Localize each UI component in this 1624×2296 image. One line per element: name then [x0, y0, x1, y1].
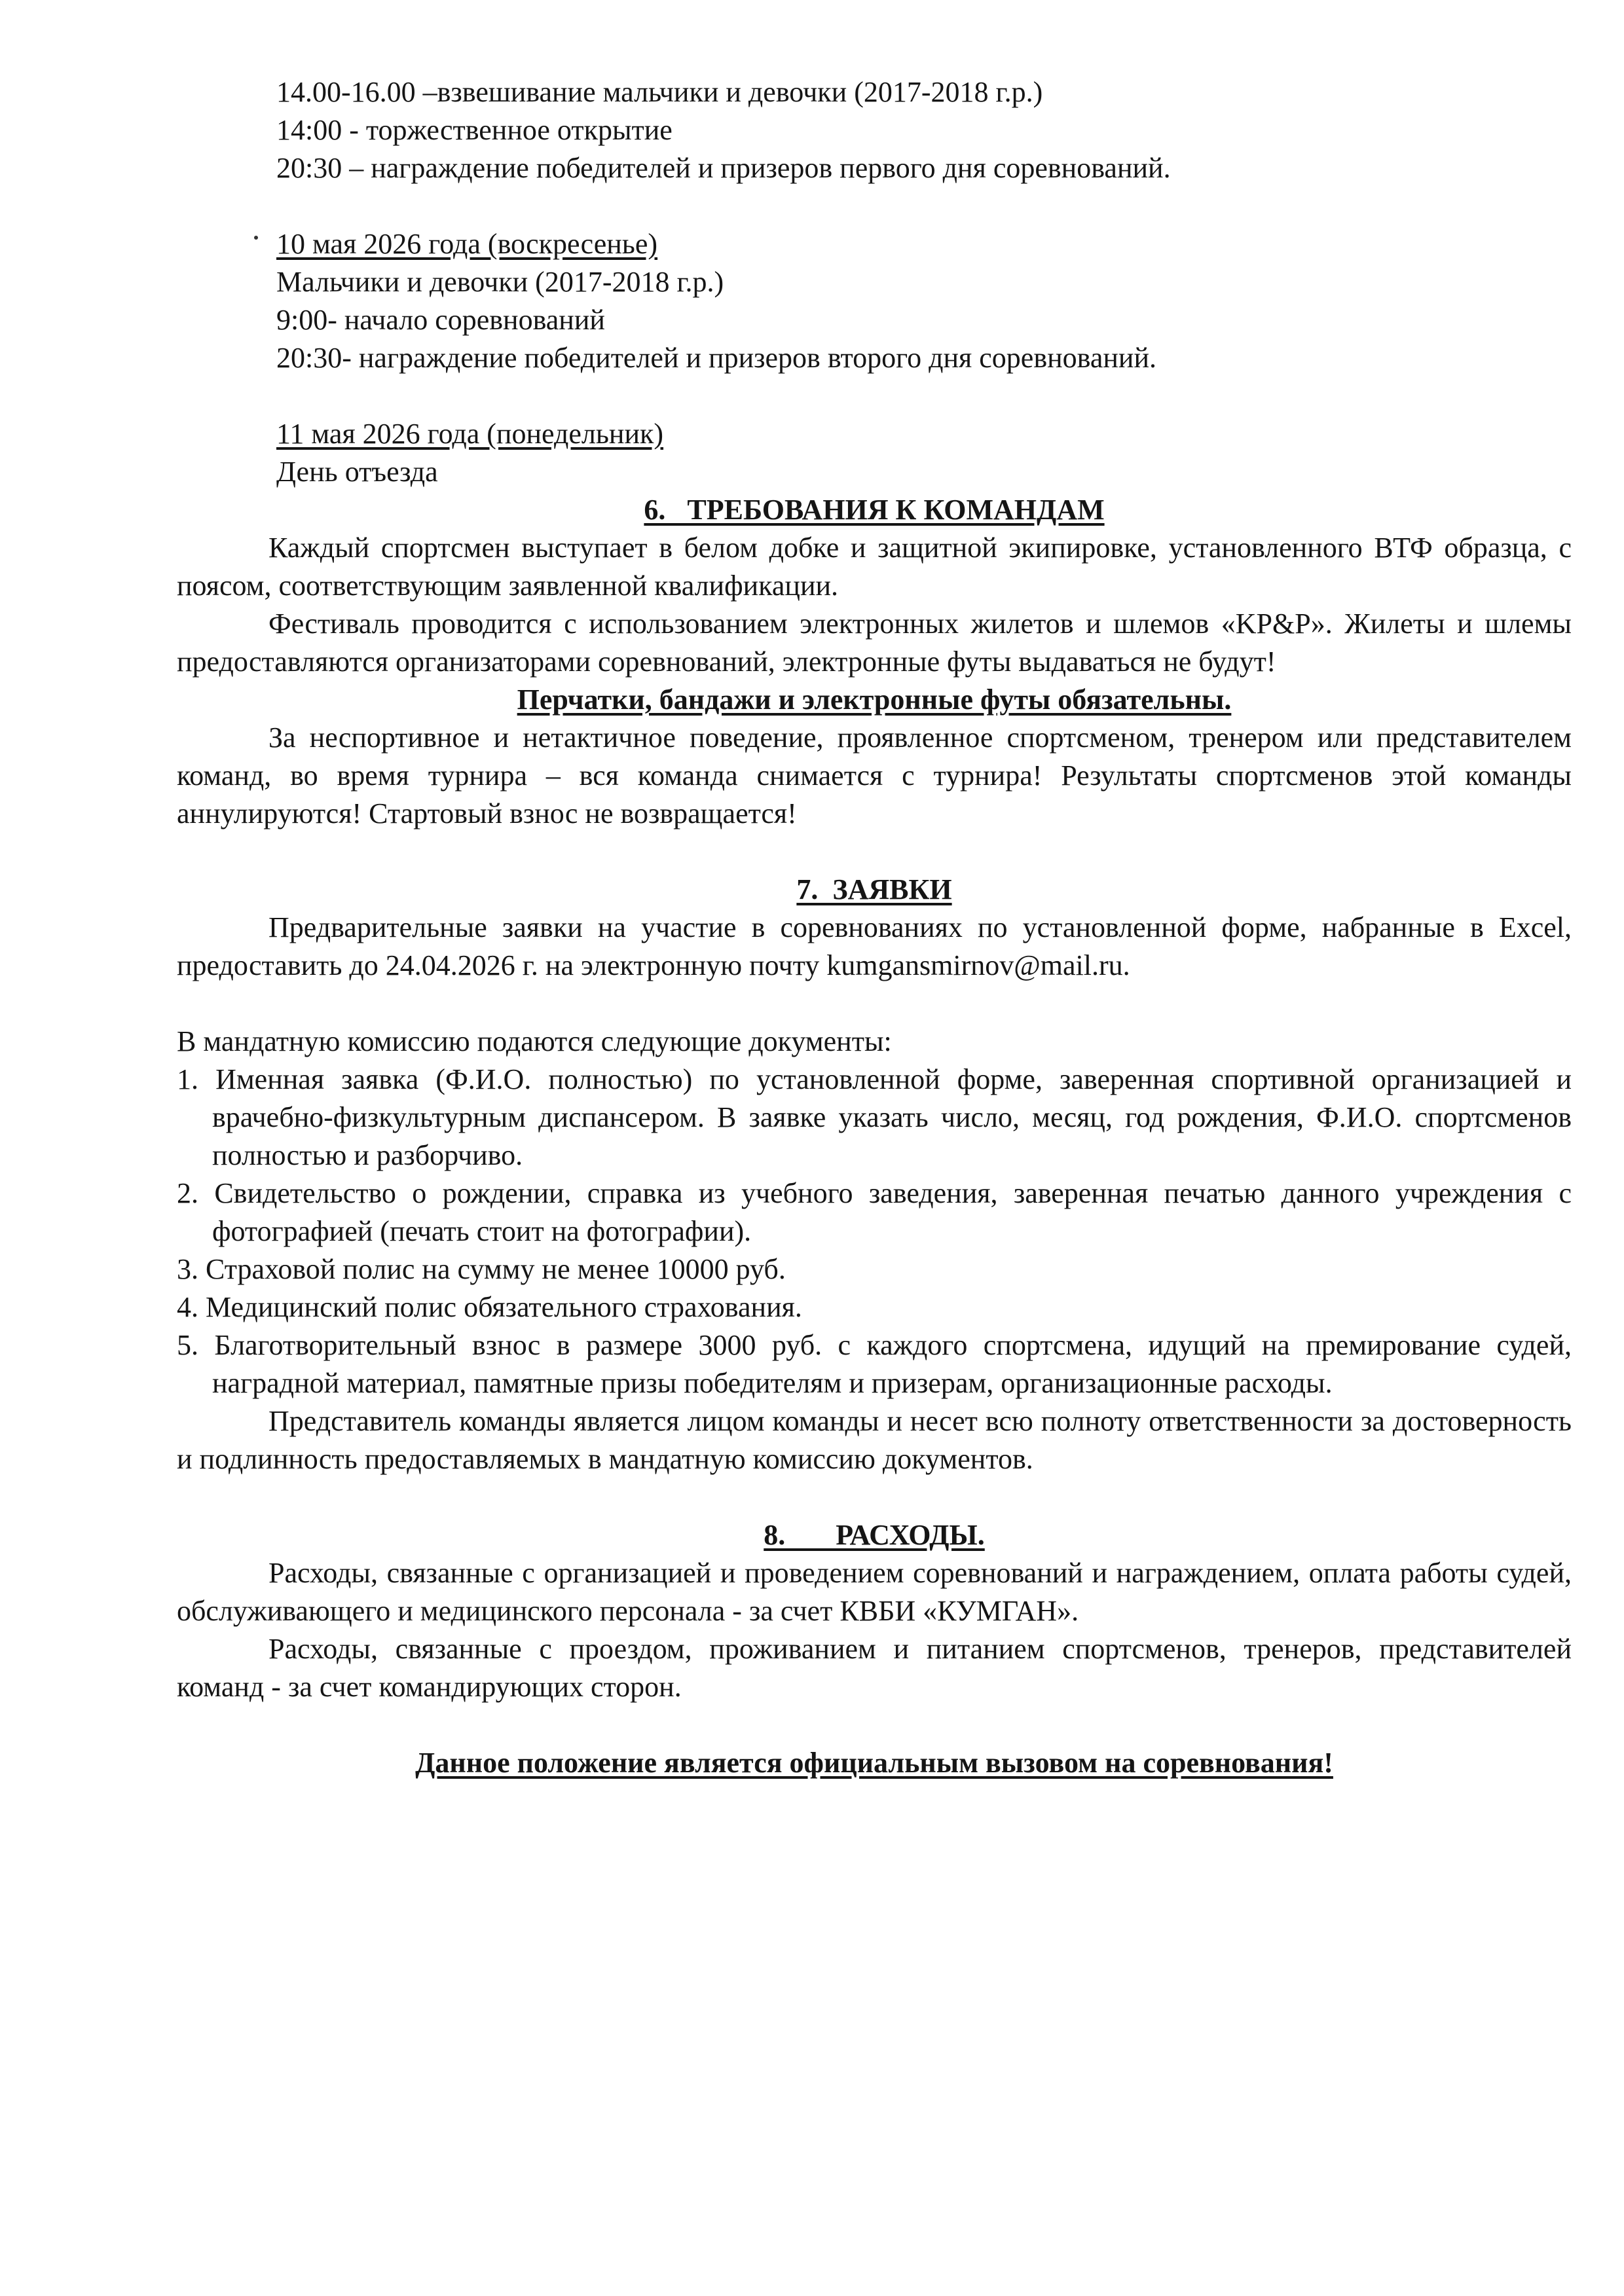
spacer — [177, 985, 1572, 1023]
schedule-line: 14.00-16.00 –взвешивание мальчики и девочки (2017-2018 г.р.) — [276, 76, 1043, 108]
spacer — [177, 833, 1572, 871]
list-item: 4. Медицинский полис обязательного страхования. — [177, 1291, 802, 1323]
list-item: 5. Благотворительный взнос в размере 3000 руб. с каждого спортсмена, идущий на премирование судей, наградной материал, памятные призы победителям и призерам, организационные расходы. — [177, 1329, 1572, 1399]
paragraph: Фестиваль проводится с использованием электронных жилетов и шлемов «KP&P». Жилеты и шлемы предоставляются организаторами соревнований, электронные футы выдаваться не будут! — [177, 608, 1572, 678]
list-item: 3. Страховой полис на сумму не менее 10000 руб. — [177, 1253, 786, 1285]
spacer — [177, 377, 1572, 415]
section-heading: 8. РАСХОДЫ. — [764, 1519, 985, 1551]
paragraph: За неспортивное и нетактичное поведение, проявленное спортсменом, тренером или представителем команд, во время турнира – вся команда снимается с турнира! Результаты спортсменов этой команды аннулируются! Стартовый взнос не возвращается! — [177, 721, 1572, 829]
spacer — [177, 1478, 1572, 1516]
section-heading: 6. ТРЕБОВАНИЯ К КОМАНДАМ — [644, 494, 1105, 526]
schedule-day3 — [177, 415, 1572, 491]
paragraph: Каждый спортсмен выступает в белом добке и защитной экипировке, установленного ВТФ образца, с поясом, соответствующим заявленной квалификации. — [177, 532, 1572, 602]
paragraph: Представитель команды является лицом команды и несет всю полноту ответственности за достоверность и подлинность предоставляемых в мандатную комиссию документов. — [177, 1405, 1572, 1475]
section-6 — [177, 491, 1572, 833]
final-notice: Данное положение является официальным вызовом на соревнования! — [415, 1747, 1333, 1779]
bold-notice: Перчатки, бандажи и электронные футы обязательны. — [517, 683, 1232, 716]
spacer — [177, 187, 1572, 225]
schedule-line: День отъезда — [276, 456, 438, 488]
schedule-line: 20:30 – награждение победителей и призеров первого дня соревнований. — [276, 152, 1171, 184]
section-heading: 7. ЗАЯВКИ — [796, 873, 952, 905]
list-intro: В мандатную комиссию подаются следующие документы: — [177, 1025, 892, 1057]
schedule-line: Мальчики и девочки (2017-2018 г.р.) — [276, 266, 724, 298]
schedule-line: 20:30- награждение победителей и призеров второго дня соревнований. — [276, 342, 1157, 374]
schedule-date: 10 мая 2026 года (воскресенье) — [276, 228, 658, 260]
section-8 — [177, 1516, 1572, 1706]
spacer — [177, 1706, 1572, 1744]
schedule-line: 14:00 - торжественное открытие — [276, 114, 673, 146]
schedule-line: 9:00- начало соревнований — [276, 304, 605, 336]
list-item: 1. Именная заявка (Ф.И.О. полностью) по установленной форме, заверенная спортивной организацией и врачебно-физкультурным диспансером. В заявке указать число, месяц, год рождения, Ф.И.О. спортсменов полностью и разборчиво. — [177, 1063, 1572, 1171]
paragraph: Расходы, связанные с организацией и проведением соревнований и награждением, оплата работы судей, обслуживающего и медицинского персонала - за счет КВБИ «КУМГАН». — [177, 1557, 1572, 1627]
paragraph: Расходы, связанные с проездом, проживанием и питанием спортсменов, тренеров, представителей команд - за счет командирующих сторон. — [177, 1633, 1572, 1703]
schedule-day2 — [177, 225, 1572, 377]
schedule-day1 — [177, 73, 1572, 187]
document-body — [177, 73, 1572, 1782]
paragraph: Предварительные заявки на участие в соревнованиях по установленной форме, набранные в Excel, предоставить до 24.04.2026 г. на электронную почту kumgansmirnov@mail.ru. — [177, 911, 1572, 981]
schedule-date: 11 мая 2026 года (понедельник) — [276, 418, 664, 450]
section-7 — [177, 871, 1572, 1478]
list-item: 2. Свидетельство о рождении, справка из учебного заведения, заверенная печатью данного учреждения с фотографией (печать стоит на фотографии). — [177, 1177, 1572, 1247]
